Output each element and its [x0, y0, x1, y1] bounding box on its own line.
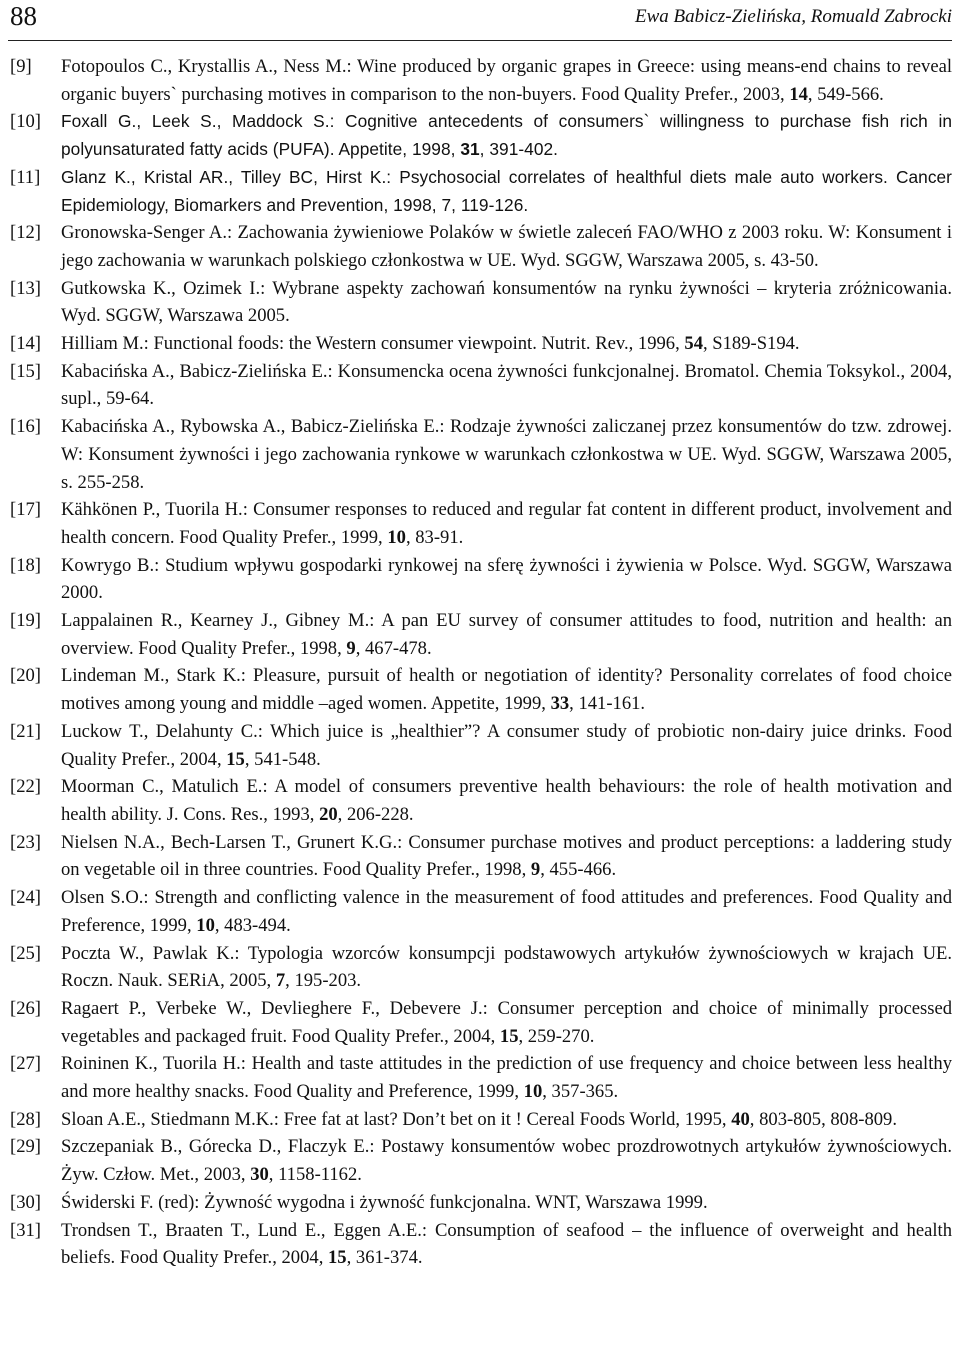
reference-volume: 10: [196, 914, 215, 936]
reference-number: [28]: [10, 1108, 41, 1130]
reference-text: [61, 413, 952, 496]
reference-text-part: , 549-566.: [807, 83, 884, 105]
reference-text-part: Szczepaniak B., Górecka D., Flaczyk E.: Postawy konsumentów wobec prozdrowotnych artykułów żywnościowych. Żyw. Człow. Met., 2003,: [61, 1136, 952, 1186]
reference-text: [61, 552, 952, 607]
reference-text-part: , 83-91.: [405, 526, 464, 548]
reference-volume: 7: [275, 970, 286, 992]
reference-text-part: , 1158-1162.: [268, 1164, 362, 1186]
reference-text-part: Sloan A.E., Stiedmann M.K.: Free fat at last? Don’t bet on it ! Cereal Foods World, 1995,: [61, 1108, 732, 1130]
reference-text: [61, 219, 952, 274]
reference-text-part: Poczta W., Pawlak K.: Typologia wzorców konsumpcji podstawowych artykułów żywnościowych w krajach UE. Roczn. Nauk. SERiA, 2005,: [61, 942, 952, 992]
reference-text: [61, 607, 952, 662]
reference-text: [61, 358, 952, 413]
reference-number: [31]: [10, 1219, 41, 1241]
reference-entry: [0, 884, 960, 939]
reference-text-part: , 467-478.: [355, 637, 432, 659]
reference-entry: [0, 496, 960, 551]
reference-text-part: , S189-S194.: [702, 333, 800, 355]
reference-text-part: Gronowska-Senger A.: Zachowania żywieniowe Polaków w świetle zaleceń FAO/WHO z 2003 roku. W: Konsument i jego zachowania w warunkach polskiego członkostwa w UE. Wyd. SGGW, Warszawa 2005, s. 43-50.: [61, 222, 952, 271]
reference-number: [16]: [10, 416, 41, 438]
reference-entry: [0, 718, 960, 773]
page-number: 88: [10, 1, 37, 31]
reference-volume: 15: [328, 1247, 347, 1269]
reference-text-part: Kabacińska A., Rybowska A., Babicz-Zielińska E.: Rodzaje żywności zaliczanej przez konsumentów do tzw. zdrowej. W: Konsument żywności i jego zachowania rynkowe w warunkach członkostwa w UE. Wyd. SGGW, Warszawa 2005, s. 255-258.: [61, 416, 952, 493]
reference-text: [61, 53, 952, 108]
reference-entry: [0, 552, 960, 607]
running-head-authors: Ewa Babicz-Zielińska, Romuald Zabrocki: [635, 6, 952, 27]
reference-volume: 9: [530, 859, 541, 881]
reference-volume: 33: [550, 693, 570, 715]
reference-entry: [0, 275, 960, 330]
reference-text: [61, 1133, 952, 1188]
reference-volume: 15: [499, 1025, 519, 1047]
reference-text-part: , 206-228.: [337, 803, 414, 825]
reference-number: [12]: [10, 222, 41, 244]
reference-text-part: , 361-374.: [346, 1247, 423, 1269]
reference-volume: 30: [250, 1164, 269, 1186]
reference-entry: [0, 829, 960, 884]
reference-entry: [0, 1106, 960, 1134]
reference-number: [14]: [10, 333, 41, 355]
reference-number: [20]: [10, 665, 41, 687]
reference-text-part: Luckow T., Delahunty C.: Which juice is „healthier”? A consumer study of probiotic non-dairy juice drinks. Food Quality Prefer., 2004,: [61, 720, 952, 770]
reference-text-part: Ragaert P., Verbeke W., Devlieghere F., Debevere J.: Consumer perception and choice of minimally processed vegetables and packaged fruit. Food Quality Prefer., 2004,: [61, 997, 952, 1047]
reference-number: [18]: [10, 554, 41, 576]
reference-text-part: Olsen S.O.: Strength and conflicting valence in the measurement of food attitudes and preferences. Food Quality and Preference, 1999,: [61, 887, 952, 936]
reference-text-part: , 455-466.: [540, 859, 617, 881]
reference-text-part: Nielsen N.A., Bech-Larsen T., Grunert K.G.: Consumer purchase motives and product perceptions: a laddering study on vegetable oil in three countries. Food Quality Prefer., 1998,: [61, 831, 952, 881]
reference-text-part: , 391-402.: [479, 139, 558, 160]
reference-volume: 14: [789, 83, 808, 105]
reference-text-part: Lindeman M., Stark K.: Pleasure, pursuit of health or negotiation of identity? Personality correlates of food choice motives among young and middle –aged women. Appetite, 1999,: [61, 665, 952, 715]
reference-text: [61, 1189, 952, 1217]
reference-text-part: Foxall G., Leek S., Maddock S.: Cognitive antecedents of consumers` willingness to purchase fish rich in polyunsaturated fatty acids (PUFA). Appetite, 1998,: [61, 111, 952, 160]
reference-entry: [0, 773, 960, 828]
reference-entry: [0, 108, 960, 163]
reference-volume: 40: [731, 1108, 750, 1130]
reference-volume: 20: [319, 803, 338, 825]
reference-text: [61, 829, 952, 884]
reference-text-part: Glanz K., Kristal AR., Tilley BC, Hirst K.: Psychosocial correlates of healthful diets male auto workers. Cancer Epidemiology, Biomarkers and Prevention, 1998, 7, 119-126.: [61, 166, 952, 215]
reference-text: [61, 330, 952, 358]
page-header: [8, 0, 952, 41]
reference-text-part: Moorman C., Matulich E.: A model of consumers preventive health behaviours: the role of health motivation and health ability. J. Cons. Res., 1993,: [61, 776, 952, 825]
reference-entry: [0, 164, 960, 219]
reference-text-part: , 195-203.: [285, 970, 362, 992]
reference-number: [21]: [10, 720, 41, 742]
reference-entry: [0, 1189, 960, 1217]
reference-volume: 10: [523, 1081, 543, 1103]
reference-text: [61, 1106, 952, 1134]
reference-text-part: , 141-161.: [569, 693, 646, 715]
reference-entry: [0, 1217, 960, 1272]
reference-text-part: , 357-365.: [542, 1081, 619, 1103]
reference-text-part: Fotopoulos C., Krystallis A., Ness M.: Wine produced by organic grapes in Greece: using means-end chains to reveal organic buyers` purchasing motives in comparison to the non-buyers. Food Quality Prefer., 2003,: [61, 56, 952, 105]
reference-number: [30]: [10, 1191, 41, 1213]
reference-volume: 10: [387, 526, 406, 548]
reference-text-part: , 541-548.: [244, 748, 321, 770]
reference-number: [24]: [10, 887, 41, 909]
reference-text-part: Świderski F. (red): Żywność wygodna i żywność funkcjonalna. WNT, Warszawa 1999.: [61, 1191, 708, 1213]
reference-number: [22]: [10, 776, 41, 798]
reference-text-part: Hilliam M.: Functional foods: the Western consumer viewpoint. Nutrit. Rev., 1996,: [61, 333, 685, 355]
reference-text: [61, 1050, 952, 1105]
reference-number: [29]: [10, 1136, 41, 1158]
reference-text: [61, 940, 952, 995]
reference-entry: [0, 662, 960, 717]
reference-entry: [0, 358, 960, 413]
reference-entry: [0, 995, 960, 1050]
reference-entry: [0, 413, 960, 496]
reference-volume: 9: [346, 637, 356, 659]
reference-text-part: Kowrygo B.: Studium wpływu gospodarki rynkowej na sferę żywności i żywienia w Polsce. Wyd. SGGW, Warszawa 2000.: [61, 554, 952, 604]
reference-text-part: , 803-805, 808-809.: [749, 1108, 897, 1130]
reference-entry: [0, 219, 960, 274]
reference-entry: [0, 1050, 960, 1105]
reference-text: [61, 496, 952, 551]
reference-text: [61, 662, 952, 717]
reference-entry: [0, 53, 960, 108]
reference-number: [19]: [10, 610, 41, 632]
reference-number: [17]: [10, 499, 41, 521]
reference-entry: [0, 940, 960, 995]
reference-number: [25]: [10, 942, 41, 964]
reference-text: [61, 164, 952, 219]
reference-volume: 54: [684, 333, 703, 355]
reference-text-part: , 483-494.: [214, 914, 291, 936]
reference-number: [27]: [10, 1053, 41, 1075]
reference-number: [13]: [10, 277, 41, 299]
reference-number: [11]: [10, 166, 41, 188]
reference-number: [15]: [10, 360, 41, 382]
reference-entry: [0, 607, 960, 662]
reference-text: [61, 275, 952, 330]
reference-text: [61, 718, 952, 773]
reference-text-part: Kabacińska A., Babicz-Zielińska E.: Konsumencka ocena żywności funkcjonalnej. Bromatol. Chemia Toksykol., 2004, supl., 59-64.: [61, 360, 952, 410]
reference-text-part: Roininen K., Tuorila H.: Health and taste attitudes in the prediction of use frequency and choice between less healthy and more healthy snacks. Food Quality and Preference, 1999,: [61, 1053, 952, 1103]
reference-text-part: Lappalainen R., Kearney J., Gibney M.: A pan EU survey of consumer attitudes to food, nutrition and health: an overview. Food Quality Prefer., 1998,: [61, 610, 952, 659]
reference-text: [61, 108, 952, 163]
reference-text: [61, 1217, 952, 1272]
reference-text: [61, 995, 952, 1050]
reference-text: [61, 773, 952, 828]
reference-entry: [0, 1133, 960, 1188]
reference-number: [9]: [10, 56, 32, 77]
reference-volume: 15: [226, 748, 245, 770]
reference-text-part: Trondsen T., Braaten T., Lund E., Eggen A.E.: Consumption of seafood – the influence of overweight and health beliefs. Food Quality Prefer., 2004,: [61, 1219, 952, 1269]
reference-text: [61, 884, 952, 939]
reference-number: [23]: [10, 831, 41, 853]
reference-number: [10]: [10, 111, 41, 133]
reference-number: [26]: [10, 997, 41, 1019]
reference-entry: [0, 330, 960, 358]
reference-volume: 31: [460, 139, 480, 160]
reference-text-part: Gutkowska K., Ozimek I.: Wybrane aspekty zachowań konsumentów na rynku żywności – kryteria zróżnicowania. Wyd. SGGW, Warszawa 2005.: [61, 277, 952, 327]
reference-text-part: Kähkönen P., Tuorila H.: Consumer responses to reduced and regular fat content in different product, involvement and health concern. Food Quality Prefer., 1999,: [61, 499, 952, 548]
reference-text-part: , 259-270.: [518, 1025, 595, 1047]
reference-list: [0, 53, 960, 1272]
